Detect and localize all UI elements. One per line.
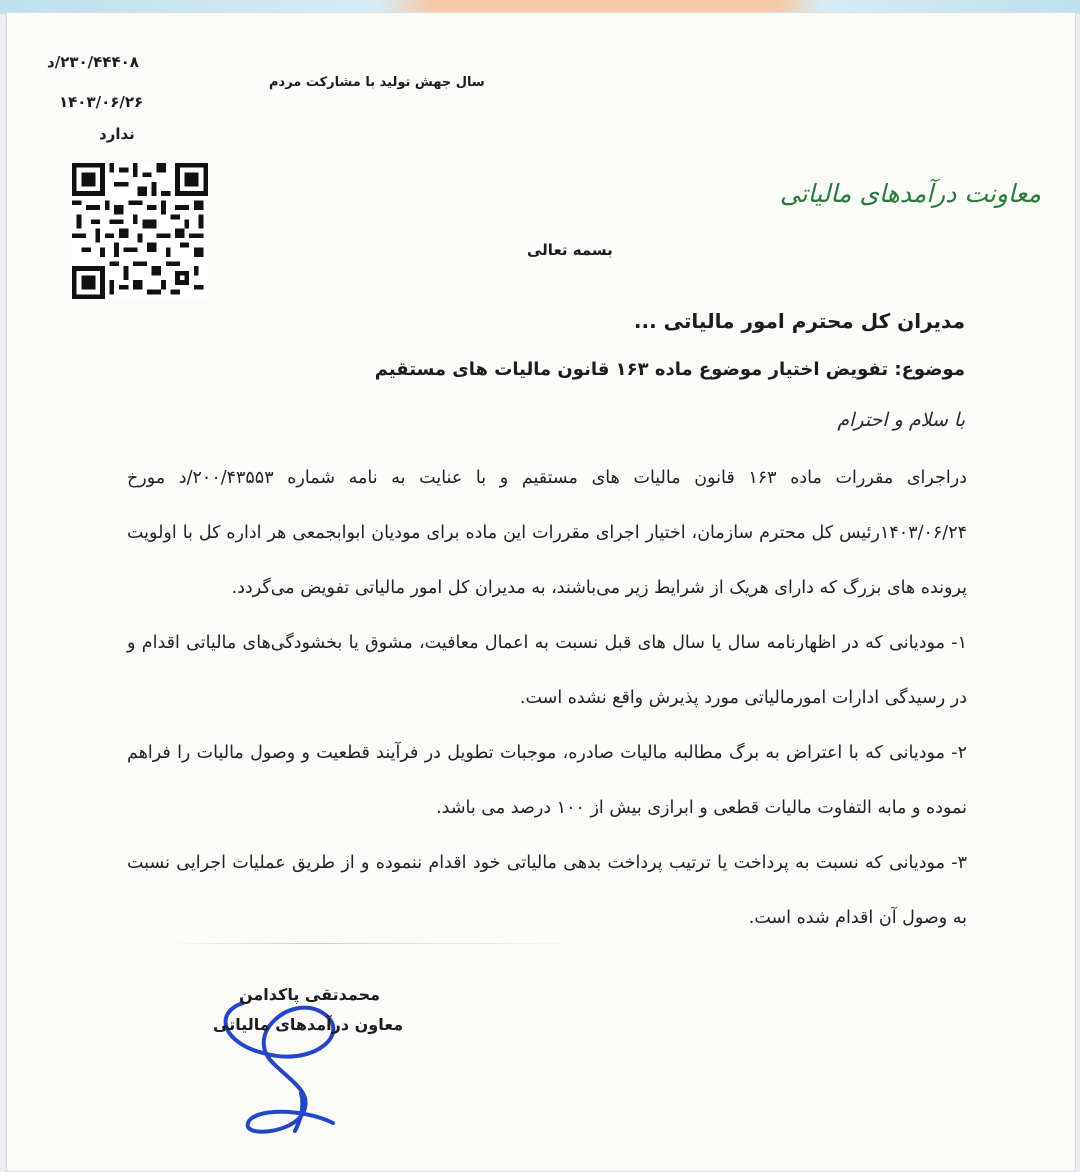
letter-attachment: ندارد (99, 125, 135, 143)
greeting-line: با سلام و احترام (837, 409, 965, 431)
letter-number: ۲۳۰/۴۴۴۰۸/د (47, 53, 139, 71)
qr-code-icon (67, 163, 213, 299)
body-paragraph-item-3: ۳- مودیانی که نسبت به پرداخت یا ترتیب پرداخت بدهی مالیاتی خود اقدام ننموده و از طریق عملیات اجرایی نسبت به وصول آن اقدام شده است. (127, 853, 967, 928)
decorative-divider (167, 943, 867, 944)
addressee-line: مدیران کل محترم امور مالیاتی ... (633, 309, 965, 333)
bismillah-heading: بسمه تعالی (527, 241, 613, 259)
body-paragraph-intro: دراجرای مقررات ماده ۱۶۳ قانون مالیات های مستقیم و با عنایت به نامه شماره ۲۰۰/۴۳۵۵۳/د مورخ ۱۴۰۳/۰۶/۲۴رئیس کل محترم سازمان، اختیار اجرای مقررات این ماده برای مودیان ابوابجمعی هر اداره کل با اولویت پرونده های بزرگ که دارای هریک از شرایط زیر می‌باشند، به مدیران کل امور مالیاتی تفویض می‌گردد. (127, 468, 967, 598)
department-logo-text: معاونت درآمدهای مالیاتی (779, 179, 1041, 208)
year-slogan: سال جهش تولید با مشارکت مردم (269, 75, 485, 90)
subject-line: موضوع: تفویض اختیار موضوع ماده ۱۶۳ قانون مالیات های مستقیم (374, 359, 965, 380)
letter-date: ۱۴۰۳/۰۶/۲۶ (59, 93, 144, 111)
body-paragraph-item-1: ۱- مودیانی که در اظهارنامه سال یا سال های قبل نسبت به اعمال معافیت، مشوق یا بخشودگی‌های مالیاتی اقدام و در رسیدگی ادارات امورمالیاتی مورد پذیرش واقع نشده است. (127, 633, 967, 708)
signatory-name: محمدتقی پاکدامن (239, 985, 381, 1004)
body-paragraph-item-2: ۲- مودیانی که با اعتراض به برگ مطالبه مالیات صادره، موجبات تطویل در فرآیند قطعیت و وصول مالیات را فراهم نموده و مابه التفاوت مالیات قطعی و ابرازی بیش از ۱۰۰ درصد می باشد. (127, 743, 967, 818)
letter-page (6, 12, 1076, 1172)
letter-body (127, 451, 967, 946)
signatory-title: معاون درآمدهای مالیاتی (213, 1015, 404, 1034)
